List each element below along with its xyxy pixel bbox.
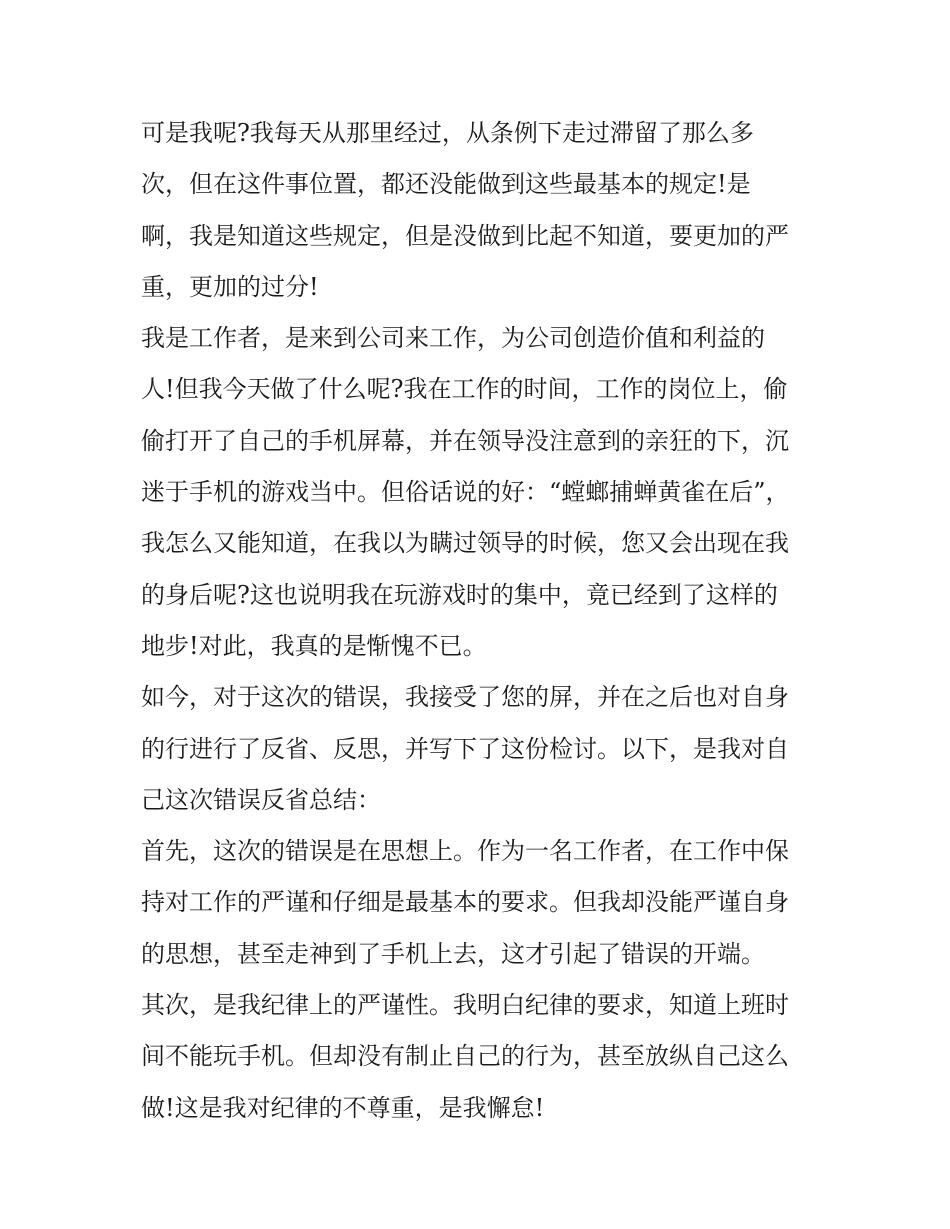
document-body [141, 108, 813, 1134]
text-line: 做!这是我对纪律的不尊重，是我懈怠! [141, 1093, 545, 1122]
text-line: 首先，这次的错误是在思想上。作为一名工作者，在工作中保 [141, 837, 789, 866]
text-line: 如今，对于这次的错误，我接受了您的屏，并在之后也对自身 [141, 683, 789, 712]
text-line: 的身后呢?这也说明我在玩游戏时的集中，竟已经到了这样的 [141, 580, 778, 609]
text-line: 迷于手机的游戏当中。但俗话说的好：“螳螂捕蝉黄雀在后”， [141, 478, 790, 507]
text-line: 人!但我今天做了什么呢?我在工作的时间，工作的岗位上，偷 [141, 375, 788, 404]
text-line: 间不能玩手机。但却没有制止自己的行为，甚至放纵自己这么 [141, 1042, 789, 1071]
text-line: 持对工作的严谨和仔细是最基本的要求。但我却没能严谨自身 [141, 888, 789, 917]
text-line: 己这次错误反省总结： [141, 785, 381, 814]
text-line: 地步!对此，我真的是惭愧不已。 [141, 631, 487, 660]
text-line: 次，但在这件事位置，都还没能做到这些最基本的规定!是 [141, 170, 751, 199]
text-line: 我是工作者，是来到公司来工作，为公司创造价值和利益的 [141, 324, 765, 353]
text-line: 的行进行了反省、反思，并写下了这份检讨。以下，是我对自 [141, 734, 789, 763]
text-line: 重，更加的过分! [141, 272, 319, 301]
text-line: 啊，我是知道这些规定，但是没做到比起不知道，要更加的严 [141, 221, 789, 250]
text-line: 其次，是我纪律上的严谨性。我明白纪律的要求，知道上班时 [141, 991, 789, 1020]
text-line: 可是我呢?我每天从那里经过，从条例下走过滞留了那么多 [141, 119, 754, 147]
text-line: 我怎么又能知道，在我以为瞒过领导的时候，您又会出现在我 [141, 529, 789, 558]
text-line: 的思想，甚至走神到了手机上去，这才引起了错误的开端。 [141, 939, 765, 968]
text-line: 偷打开了自己的手机屏幕，并在领导没注意到的亲狂的下，沉 [141, 426, 789, 455]
